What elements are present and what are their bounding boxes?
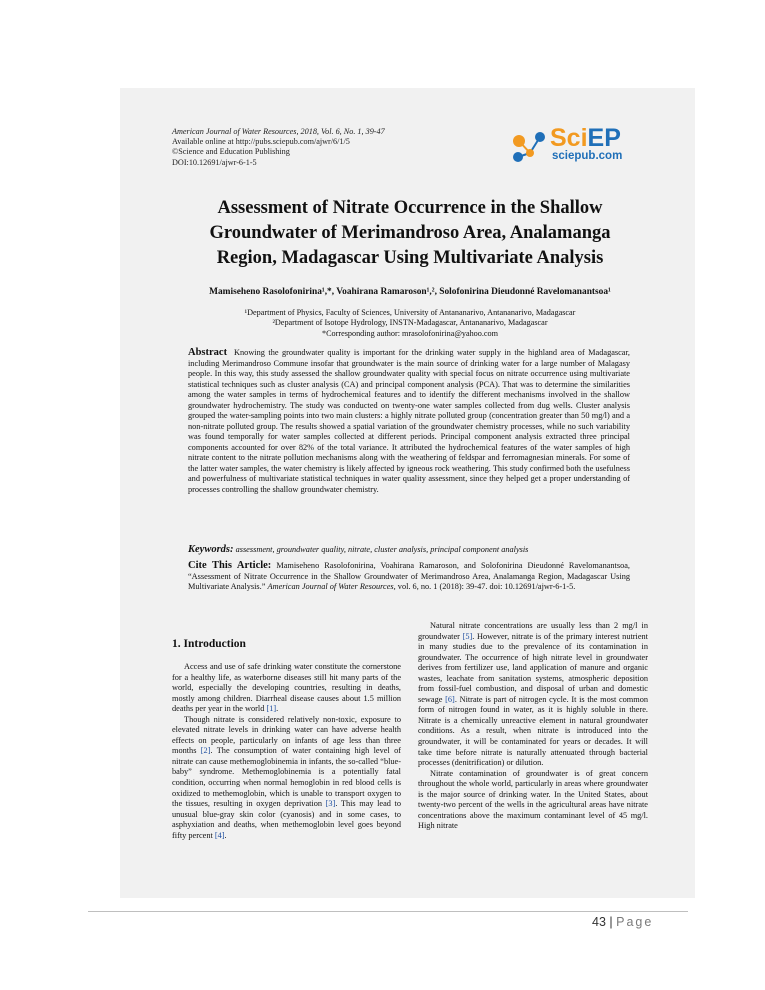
page-number-value: 43 [592, 915, 606, 929]
page-separator: | [609, 915, 613, 929]
sciep-logo [510, 124, 650, 168]
reference-link[interactable]: [5] [462, 631, 473, 641]
text-run: . [276, 704, 279, 714]
reference-link[interactable]: [4] [214, 830, 225, 840]
intro-paragraph-2 [172, 715, 401, 842]
abstract [188, 348, 630, 495]
cite-this-article [188, 561, 630, 593]
available-online: Available online at http://pubs.sciepub.com/ajwr/6/1/5 [172, 137, 350, 147]
text-run: . However, nitrate is of the primary interest nutrient in many studies due to the prevalence of its contamination in groundwater. The occurrence of high nitrate level in groundwater derives from fertilizer use, land application of manure and organic wastes, leachate from sanitation systems, atmospheric deposition from fossil-fuel combustion, and disposal of urban and domestic sewage [418, 631, 648, 704]
corresponding-author: *Corresponding author: mrasolofonirina@yahoo.com [321, 328, 499, 338]
page-number [592, 915, 653, 929]
text-run: . Nitrate is part of nitrogen cycle. It is the most common form of nitrogen found in water, as it is highly soluble in there. Nitrate is a chemically unreactive element in natural groundwater conditions. As a result, when nitrate is introduced into the groundwater, it will be contaminated for years or decades. It will take time before nitrate is naturally attenuated through bacterial processes (denitrification) or dilution. [418, 694, 649, 768]
logo-wordmark [550, 125, 621, 151]
logo-site: sciepub.com [552, 150, 623, 162]
text-run: . The consumption of water containing high level of nitrate can cause methemoglobinemia in infants, the so-called “blue-baby” syndrome. Methemoglobinemia is a potentially fatal condition, occurring when normal hemoglobin in red blood cells is oxidized to methemoglobin, which is unable to transport oxygen to the tissues, resulting in oxygen deprivation [172, 746, 401, 809]
logo-wordmark-ep: EP [587, 124, 621, 152]
affiliations [150, 308, 670, 339]
keywords-label: Keywords: [188, 544, 234, 555]
reference-link[interactable]: [1] [266, 704, 277, 714]
intro-paragraph-4: Nitrate contamination of groundwater is of great concern throughout the whole world, particularly in areas where groundwater is the major source of drinking water. In the United States, about twenty-two percent of the wells in the agricultural areas have nitrate concentrations above the maximum contaminant level of 45 mg/l. High nitrate [418, 768, 648, 831]
abstract-text: Knowing the groundwater quality is important for the drinking water supply in the highland area of Madagascar, including Merimandroso Commune insofar that groundwater is the main source of drinking water for a large number of Malagasy people. In this way, this study assessed the shallow groundwater quality with special focus on nitrate occurrence using multivariate statistical techniques such as cluster analysis (CA) and principal component analysis (PCA). That was to determine the similarities among the water samples in terms of hydrochemical features and to identify the different mechanisms involved in the shallow groundwater hydrochemistry. The study was conducted on twenty-one water samples collected from dug wells. Cluster analysis grouped the water-sampling points into two main clusters: a highly nitrate polluted group (concentration greater than 50 mg/l) and a non-nitrate polluted group. The results showed a spatial variation of the groundwater chemistry processes, while no such variability was found temporally for water samples collected at different periods. Principal component analysis extracted three principal components accounted for over 82% of the total variance. It attributed the hydrochemical features of the water samples of high nitrate content to the nitrate pollution mechanisms along with the weathering of feldspar and ferromagnesian minerals. For some of the latter water samples, the water chemistry is likely affected by igneous rock weathering. This study confirmed both the usefulness and powerfulness of multivariate statistical techniques in water quality assessment, since they helped get a proper understanding of processes controlling the shallow groundwater chemistry. [188, 348, 630, 494]
journal-header [172, 127, 385, 168]
journal-citation: American Journal of Water Resources, 2018, Vol. 6, No. 1, 39-47 [172, 127, 385, 136]
molecule-icon [510, 128, 550, 166]
cite-journal: American Journal of Water Resources, [267, 582, 396, 591]
right-column [418, 621, 648, 832]
logo-wordmark-sci: Sci [550, 124, 588, 152]
cite-text: Mamiseheno Rasolofonirina, Voahirana Ramaroson, and Solofonirina Dieudonné Ravelomanantsoa, “Assessment of Nitrate Occurrence in the Shallow Groundwater of Merimandroso Area, Analamanga Region, Madagascar Using Multivariate Analysis.” [188, 561, 630, 591]
footer-rule [88, 911, 688, 912]
intro-paragraph-3 [418, 621, 648, 769]
text-run: Though nitrate is considered relatively non-toxic, exposure to elevated nitrate levels in drinking water can have adverse health effects on people, particularly on infants of age less than three months [172, 714, 401, 756]
text-run: . [224, 830, 227, 840]
section-heading-introduction: 1. Introduction [172, 638, 246, 650]
text-run: Natural nitrate concentrations are usually less than 2 mg/l in groundwater [418, 621, 648, 641]
reference-link[interactable]: [2] [200, 746, 211, 756]
cite-tail: vol. 6, no. 1 (2018): 39-47. doi: 10.12691/ajwr-6-1-5. [397, 582, 576, 591]
affiliation-1: ¹Department of Physics, Faculty of Sciences, University of Antananarivo, Antananarivo, Madagascar [244, 308, 576, 317]
keywords-text: assessment, groundwater quality, nitrate, cluster analysis, principal component analysis [235, 545, 529, 554]
cite-label: Cite This Article: [188, 560, 272, 571]
reference-link[interactable]: [6] [445, 694, 455, 704]
intro-paragraph-1 [172, 662, 401, 715]
publisher-line: ©Science and Education Publishing [172, 147, 290, 157]
doi-line: DOI:10.12691/ajwr-6-1-5 [172, 157, 257, 167]
reference-link[interactable]: [3] [325, 799, 336, 809]
text-run: Access and use of safe drinking water constitute the cornerstone for a healthy life, as waterborne diseases still hit many parts of the world, especially the developing countries, resulting in deaths, mostly among children. Diarrheal disease causes about 1.5 million deaths per year in the world [172, 662, 401, 714]
abstract-label: Abstract [188, 347, 228, 358]
paper-title: Assessment of Nitrate Occurrence in the Shallow Groundwater of Merimandroso Area, Analamanga Region, Madagascar Using Multivariate Analysis [209, 198, 611, 268]
keywords [188, 544, 630, 555]
text-run: . This may lead to unusual blue-gray skin color (cyanosis) and in some cases, to asphyxiation and deaths, when methemoglobin level goes beyond fifty percent [172, 799, 402, 840]
affiliation-2: ²Department of Isotope Hydrology, INSTN-Madagascar, Antananarivo, Madagascar [272, 318, 548, 328]
page-label: Page [616, 915, 654, 929]
author-list: Mamiseheno Rasolofonirina¹,*, Voahirana Ramaroson¹,², Solofonirina Dieudonné Ravelomanantsoa¹ [209, 287, 611, 297]
left-column [172, 662, 401, 841]
